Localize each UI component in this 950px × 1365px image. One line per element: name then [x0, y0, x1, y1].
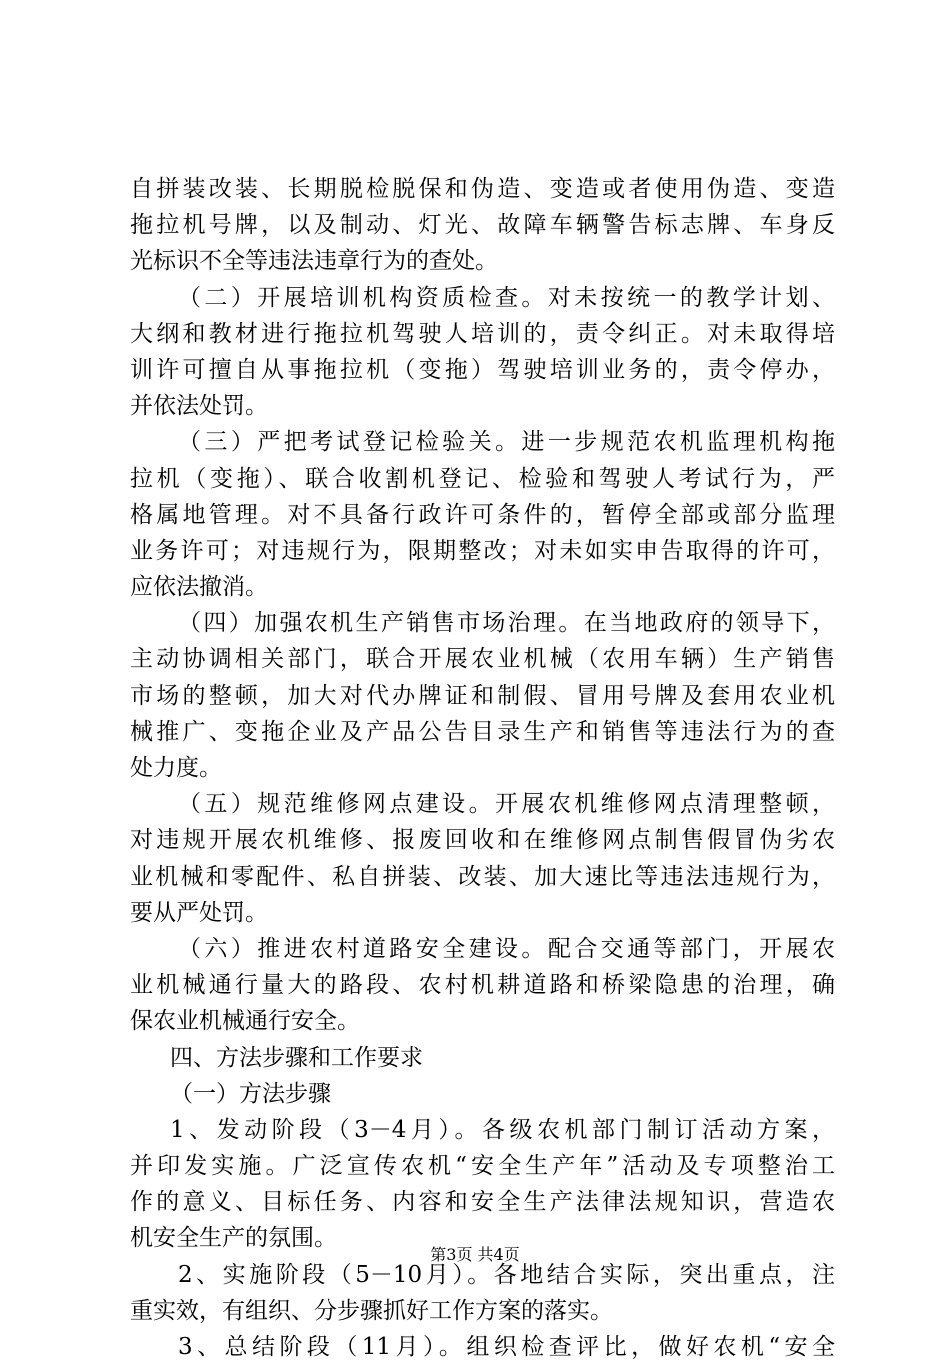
text-line: 大纲和教材进行拖拉机驾驶人培训的，责令纠正。对未取得培 — [130, 320, 835, 347]
text-line: 对违规开展农机维修、报废回收和在维修网点制售假冒伪劣农 — [130, 827, 835, 854]
text-line: 拖拉机号牌，以及制动、灯光、故障车辆警告标志牌、车身反 — [130, 212, 835, 239]
text-line: 业机械和零配件、私自拼装、改装、加大速比等违法违规行为， — [130, 863, 835, 890]
text-line: 光标识不全等违法违章行为的查处。 — [130, 248, 498, 275]
text-line: （三）严把考试登记检验关。进一步规范农机监理机构拖 — [178, 429, 835, 456]
text-line: 四、方法步骤和工作要求 — [170, 1044, 423, 1071]
text-line: （四）加强农机生产销售市场治理。在当地政府的领导下， — [178, 610, 835, 637]
text-line: 2、实施阶段（5－10月）。各地结合实际，突出重点，注 — [178, 1261, 835, 1288]
text-line: （一）方法步骤 — [170, 1080, 331, 1107]
text-line: 3、总结阶段（11月）。组织检查评比，做好农机“安全 — [178, 1334, 835, 1360]
text-line: 保农业机械通行安全。 — [130, 1008, 360, 1035]
text-line: 重实效，有组织、分步骤抓好工作方案的落实。 — [130, 1297, 613, 1324]
text-line: （二）开展培训机构资质检查。对未按统一的教学计划、 — [178, 284, 835, 311]
text-line: 拉机（变拖）、联合收割机登记、检验和驾驶人考试行为，严 — [130, 465, 835, 492]
text-line: 训许可擅自从事拖拉机（变拖）驾驶培训业务的，责令停办， — [130, 356, 835, 383]
text-line: 应依法撤消。 — [130, 574, 268, 601]
text-line: 业务许可；对违规行为，限期整改；对未如实申告取得的许可， — [130, 537, 835, 564]
page-footer: 第3页 共4页 — [430, 1245, 520, 1264]
text-line: （六）推进农村道路安全建设。配合交通等部门，开展农 — [178, 935, 835, 962]
document-body — [130, 171, 835, 1365]
text-line: 要从严处罚。 — [130, 899, 268, 926]
text-line: 业机械通行量大的路段、农村机耕道路和桥梁隐患的治理，确 — [130, 972, 835, 999]
text-line: 械推广、变拖企业及产品公告目录生产和销售等违法行为的查 — [130, 718, 835, 745]
text-line: 自拼装改装、长期脱检脱保和伪造、变造或者使用伪造、变造 — [130, 176, 835, 202]
text-line: 作的意义、目标任务、内容和安全生产法律法规知识，营造农 — [130, 1189, 835, 1216]
text-line: 并印发实施。广泛宣传农机“安全生产年”活动及专项整治工 — [130, 1153, 835, 1180]
text-line: 格属地管理。对不具备行政许可条件的，暂停全部或部分监理 — [130, 501, 835, 528]
text-line: 并依法处罚。 — [130, 393, 268, 420]
text-line: 主动协调相关部门，联合开展农业机械（农用车辆）生产销售 — [130, 646, 835, 673]
text-line: 市场的整顿，加大对代办牌证和制假、冒用号牌及套用农业机 — [130, 682, 835, 709]
text-line: 处力度。 — [130, 755, 222, 781]
text-line: 机安全生产的氛围。 — [130, 1225, 337, 1252]
text-line: （五）规范维修网点建设。开展农机维修网点清理整顿， — [178, 791, 835, 818]
text-line: 1、发动阶段（3－4月）。各级农机部门制订活动方案， — [170, 1116, 835, 1143]
